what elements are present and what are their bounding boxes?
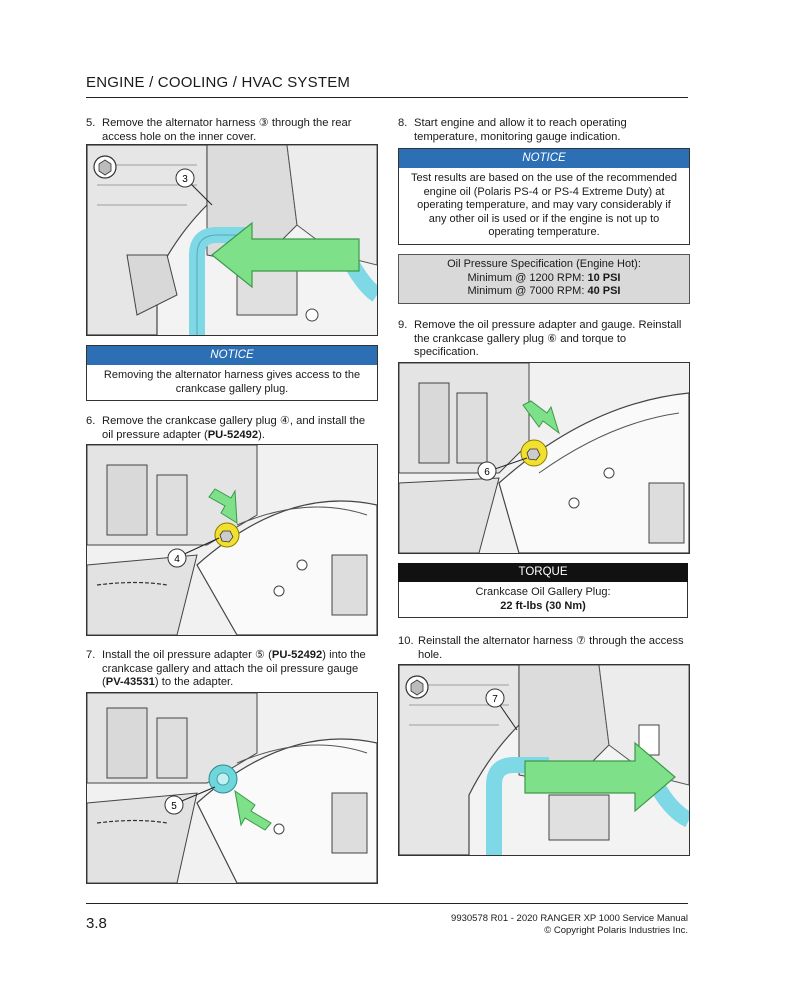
footer-copyright: © Copyright Polaris Industries Inc. [544,924,688,936]
spec-line-1200: Minimum @ 1200 RPM: 10 PSI [467,271,621,284]
notice-body: Test results are based on the use of the recommended engine oil (Polaris PS-4 or PS-4 Extreme Duty) at operating temperature, and may vary considerably if any other oil is used or if the engine is not up to operating temperature. [399,168,689,244]
step-6: 6. Remove the crankcase gallery plug ④, and install the oil pressure adapter (PU-52492). [86,415,366,441]
page-number: 3.8 [86,915,107,932]
footer-manual-title: 9930578 R01 - 2020 RANGER XP 1000 Service Manual [451,913,688,924]
figure-plug-reinstall [398,362,690,554]
step-9: 9. Remove the oil pressure adapter and gauge. Reinstall the crankcase gallery plug ⑥ and torque to specification. [398,319,682,358]
callout-4: 4 [174,554,180,565]
notice-title: NOTICE [87,346,377,365]
notice-box-right [398,148,690,245]
step-10: 10. Reinstall the alternator harness ⑦ through the access hole. [398,635,684,661]
figure-harness-removal [86,144,378,336]
notice-body: Removing the alternator harness gives access to the crankcase gallery plug. [87,365,377,400]
page-header: ENGINE / COOLING / HVAC SYSTEM [86,74,351,91]
callout-3: 3 [182,174,188,185]
step-5: 5. Remove the alternator harness ③ through the rear access hole on the inner cover. [86,117,352,143]
callout-5: 5 [171,801,177,812]
torque-value: 22 ft-lbs (30 Nm) [500,600,586,612]
torque-box [398,563,688,618]
step-7: 7. Install the oil pressure adapter ⑤ (PU-52492) into the crankcase gallery and attach the oil pressure gauge (PV-43531) to the adapter. [86,649,366,688]
notice-box-left [86,345,378,401]
header-rule [86,97,688,98]
figure-harness-reinstall [398,664,690,856]
spec-line-7000: Minimum @ 7000 RPM: 40 PSI [467,285,621,297]
figure-plug-removal [86,444,378,636]
notice-title: NOTICE [399,149,689,168]
callout-7: 7 [492,694,498,705]
step-8: 8. Start engine and allow it to reach operating temperature, monitoring gauge indication. [398,117,627,143]
callout-6: 6 [484,467,490,478]
spec-title: Oil Pressure Specification (Engine Hot): [447,258,641,270]
footer-rule [86,903,688,904]
torque-label: Crankcase Oil Gallery Plug: [475,586,611,598]
oil-pressure-spec-box [398,254,690,304]
torque-title: TORQUE [398,563,688,582]
footer-text [451,913,688,936]
figure-adapter-install [86,692,378,884]
